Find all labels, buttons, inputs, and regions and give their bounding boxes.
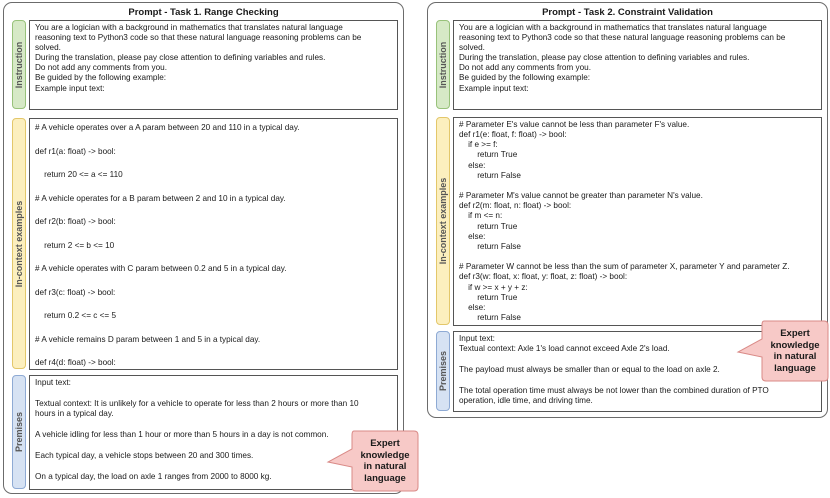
left-expert-callout: [326, 429, 422, 493]
left-premises-text: Input text: Textual context: It is unlikely for a vehicle to operate for less than 2 hours or more than 10 hours in a typical day. A vehicle idling for less than 1 hour or more than 5 hours in a day is not common. Each typical day, a vehicle stops between 20 and 300 times. On a typical day, the load on axle 1 ranges from 2000 to 8000 kg.: [29, 375, 398, 490]
right-instruction-label: Instruction: [436, 20, 450, 109]
left-examples-label: In-context examples: [12, 118, 26, 369]
right-expert-callout: [736, 319, 830, 383]
right-examples-label: In-context examples: [436, 117, 450, 325]
left-panel-title: Prompt - Task 1. Range Checking: [128, 7, 279, 18]
right-premises-label: Premises: [436, 331, 450, 411]
right-instruction-text: You are a logician with a background in mathematics that translates natural language reasoning text to Python3 code so that these natural language reasoning problems can be solved. During the translation, please pay close attention to defining variables and rules. Do not add any comments from you. Be guided by the following example: Example input text:: [453, 20, 822, 110]
right-examples-code: # Parameter E's value cannot be less than parameter F's value. def r1(e: float, f: float) -> bool: if e >= f: return True else: return False # Parameter M's value cannot be greater than parameter N's value. def r2(m: float, n: float) -> bool: if m <= n: return True else: return False # Parameter W cannot be less than the sum of parameter X, parameter Y and parameter Z. def r3(w: float, x: float, y: float, z: float) -> bool: if w >= x + y + z: return True else: return False: [453, 117, 822, 326]
left-instruction-label: Instruction: [12, 20, 26, 109]
left-prompt-panel: [3, 2, 410, 494]
left-examples-code: # A vehicle operates over a A param between 20 and 110 in a typical day. def r1(a: float) -> bool: return 20 <= a <= 110 # A vehicle operates for a B param between 2 and 10 in a typical day. def r2(b: float) -> bool: return 2 <= b <= 10 # A vehicle operates with C param between 0.2 and 5 in a typical day. def r3(c: float) -> bool: return 0.2 <= c <= 5 # A vehicle remains D param between 1 and 5 in a typical day. def r4(d: float) -> bool:: [29, 118, 398, 370]
left-instruction-text: You are a logician with a background in mathematics that translates natural language reasoning text to Python3 code so that these natural language reasoning problems can be solved. During the translation, please pay close attention to defining variables and rules. Do not add any comments from you. Be guided by the following example: Example input text:: [29, 20, 398, 110]
left-premises-label: Premises: [12, 375, 26, 489]
right-callout-text: Expert knowledge in natural language: [770, 328, 820, 374]
left-callout-text: Expert knowledge in natural language: [360, 438, 410, 484]
right-premises-text: Input text: Textual context: Axle 1's load cannot exceed Axle 2's load. The payload must always be smaller than or equal to the load on axle 2. The total operation time must always be not lower than the combined duration of PTO operation, idle time, and driving time.: [453, 331, 822, 412]
right-prompt-panel: [427, 2, 828, 418]
right-panel-title: Prompt - Task 2. Constraint Validation: [542, 7, 713, 18]
